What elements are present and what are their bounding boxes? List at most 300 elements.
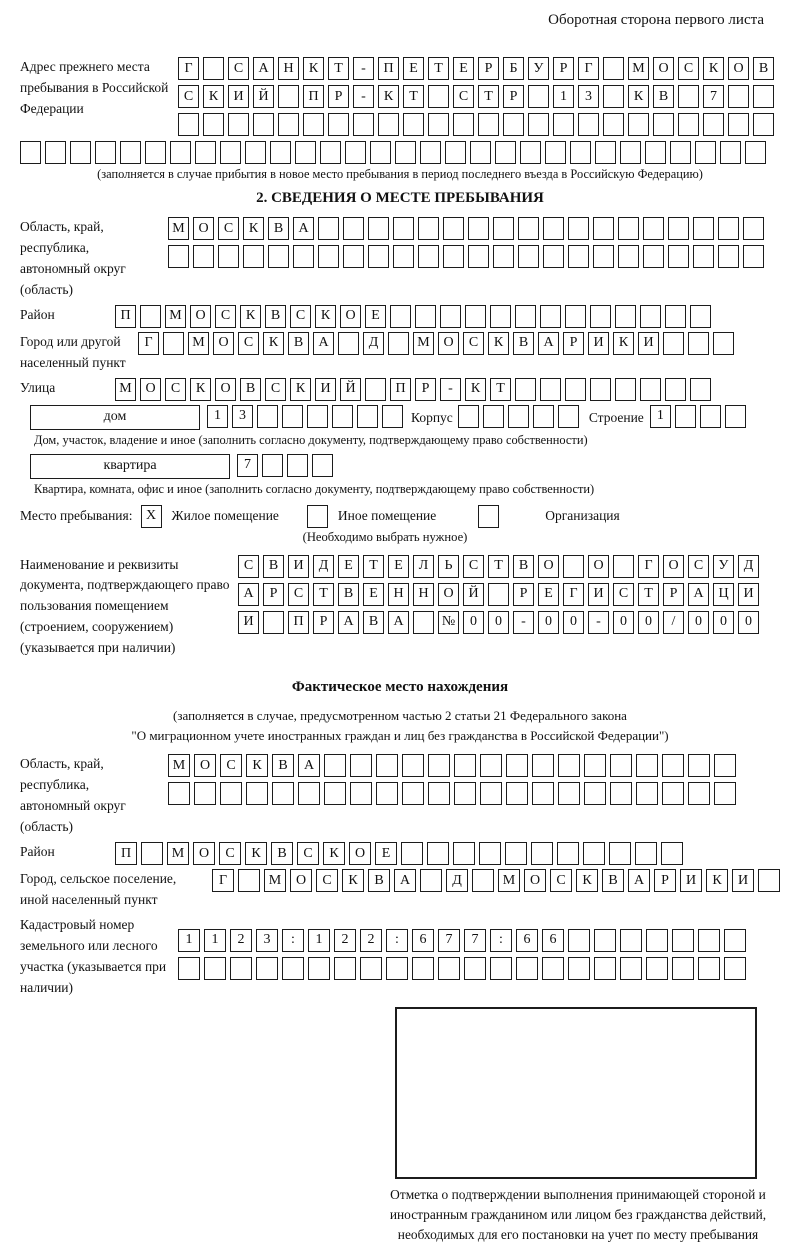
char-cell[interactable]: А (338, 611, 359, 634)
char-cell[interactable] (590, 378, 611, 401)
char-cell[interactable] (203, 113, 224, 136)
char-cell[interactable] (515, 305, 536, 328)
char-cell[interactable]: 0 (613, 611, 634, 634)
char-cell[interactable]: Р (513, 583, 534, 606)
char-cell[interactable]: Ц (713, 583, 734, 606)
char-cell[interactable]: К (488, 332, 509, 355)
char-cell[interactable] (332, 405, 353, 428)
char-cell[interactable] (506, 782, 528, 805)
char-cell[interactable]: И (638, 332, 659, 355)
char-cell[interactable] (553, 113, 574, 136)
char-cell[interactable]: К (465, 378, 486, 401)
char-cell[interactable] (646, 929, 668, 952)
char-cell[interactable] (728, 113, 749, 136)
char-cell[interactable] (256, 957, 278, 980)
char-cell[interactable] (518, 245, 539, 268)
char-cell[interactable] (635, 842, 657, 865)
char-cell[interactable]: Й (463, 583, 484, 606)
char-cell[interactable] (690, 305, 711, 328)
char-cell[interactable] (493, 217, 514, 240)
char-cell[interactable]: 6 (516, 929, 538, 952)
char-cell[interactable] (268, 245, 289, 268)
char-cell[interactable] (418, 217, 439, 240)
char-cell[interactable]: Т (403, 85, 424, 108)
char-cell[interactable] (324, 782, 346, 805)
char-cell[interactable]: П (378, 57, 399, 80)
char-cell[interactable]: В (271, 842, 293, 865)
char-cell[interactable]: 7 (703, 85, 724, 108)
char-cell[interactable]: 2 (230, 929, 252, 952)
apartment-type-box[interactable]: квартира (30, 454, 230, 479)
char-cell[interactable] (542, 957, 564, 980)
char-cell[interactable] (532, 782, 554, 805)
char-cell[interactable] (728, 85, 749, 108)
char-cell[interactable]: А (688, 583, 709, 606)
char-cell[interactable]: Р (663, 583, 684, 606)
char-cell[interactable]: О (653, 57, 674, 80)
char-cell[interactable] (220, 782, 242, 805)
char-cell[interactable] (428, 85, 449, 108)
char-cell[interactable]: 1 (178, 929, 200, 952)
char-cell[interactable] (293, 245, 314, 268)
char-cell[interactable] (695, 141, 716, 164)
char-cell[interactable] (368, 217, 389, 240)
char-cell[interactable]: О (538, 555, 559, 578)
char-cell[interactable] (178, 113, 199, 136)
char-cell[interactable]: В (513, 332, 534, 355)
char-cell[interactable] (703, 113, 724, 136)
char-cell[interactable]: Р (415, 378, 436, 401)
char-cell[interactable]: 6 (542, 929, 564, 952)
char-cell[interactable]: : (282, 929, 304, 952)
char-cell[interactable] (720, 141, 741, 164)
char-cell[interactable]: П (288, 611, 309, 634)
char-cell[interactable]: 1 (308, 929, 330, 952)
char-cell[interactable] (743, 245, 764, 268)
char-cell[interactable] (594, 929, 616, 952)
char-cell[interactable] (178, 957, 200, 980)
char-cell[interactable] (758, 869, 780, 892)
char-cell[interactable] (700, 405, 721, 428)
char-cell[interactable]: 1 (207, 405, 228, 428)
char-cell[interactable] (578, 113, 599, 136)
char-cell[interactable] (382, 405, 403, 428)
char-cell[interactable] (453, 113, 474, 136)
char-cell[interactable]: К (315, 305, 336, 328)
char-cell[interactable] (168, 245, 189, 268)
char-cell[interactable] (343, 245, 364, 268)
char-cell[interactable] (610, 782, 632, 805)
char-cell[interactable]: К (190, 378, 211, 401)
char-cell[interactable]: М (413, 332, 434, 355)
char-cell[interactable] (557, 842, 579, 865)
char-cell[interactable]: С (453, 85, 474, 108)
char-cell[interactable]: В (363, 611, 384, 634)
char-cell[interactable] (453, 842, 475, 865)
char-cell[interactable]: Н (278, 57, 299, 80)
char-cell[interactable] (393, 245, 414, 268)
char-cell[interactable] (693, 217, 714, 240)
char-cell[interactable]: В (753, 57, 774, 80)
char-cell[interactable] (253, 113, 274, 136)
char-cell[interactable] (640, 378, 661, 401)
char-cell[interactable]: П (115, 842, 137, 865)
char-cell[interactable] (563, 555, 584, 578)
char-cell[interactable]: И (732, 869, 754, 892)
char-cell[interactable] (365, 378, 386, 401)
char-cell[interactable]: К (290, 378, 311, 401)
char-cell[interactable]: Т (328, 57, 349, 80)
char-cell[interactable] (303, 113, 324, 136)
char-cell[interactable]: В (263, 555, 284, 578)
char-cell[interactable]: О (215, 378, 236, 401)
checkbox-residential[interactable]: X (141, 505, 162, 528)
char-cell[interactable] (520, 141, 541, 164)
char-cell[interactable]: А (313, 332, 334, 355)
char-cell[interactable]: - (440, 378, 461, 401)
char-cell[interactable] (483, 405, 504, 428)
char-cell[interactable] (646, 957, 668, 980)
char-cell[interactable] (472, 869, 494, 892)
char-cell[interactable]: Й (253, 85, 274, 108)
char-cell[interactable] (368, 245, 389, 268)
char-cell[interactable]: В (265, 305, 286, 328)
char-cell[interactable]: 0 (688, 611, 709, 634)
char-cell[interactable]: 7 (237, 454, 258, 477)
char-cell[interactable]: 0 (463, 611, 484, 634)
char-cell[interactable] (454, 754, 476, 777)
char-cell[interactable] (427, 842, 449, 865)
char-cell[interactable] (228, 113, 249, 136)
char-cell[interactable]: Е (375, 842, 397, 865)
char-cell[interactable] (193, 245, 214, 268)
char-cell[interactable]: О (213, 332, 234, 355)
char-cell[interactable] (713, 332, 734, 355)
char-cell[interactable] (428, 113, 449, 136)
char-cell[interactable] (45, 141, 66, 164)
char-cell[interactable] (468, 217, 489, 240)
char-cell[interactable] (545, 141, 566, 164)
char-cell[interactable] (603, 113, 624, 136)
char-cell[interactable]: И (588, 583, 609, 606)
char-cell[interactable] (613, 555, 634, 578)
char-cell[interactable]: К (323, 842, 345, 865)
char-cell[interactable] (454, 782, 476, 805)
char-cell[interactable] (402, 754, 424, 777)
char-cell[interactable] (480, 754, 502, 777)
char-cell[interactable]: И (315, 378, 336, 401)
char-cell[interactable] (272, 782, 294, 805)
char-cell[interactable]: В (268, 217, 289, 240)
char-cell[interactable]: А (388, 611, 409, 634)
char-cell[interactable] (693, 245, 714, 268)
char-cell[interactable]: 0 (563, 611, 584, 634)
char-cell[interactable]: 2 (334, 929, 356, 952)
char-cell[interactable] (543, 245, 564, 268)
char-cell[interactable] (620, 929, 642, 952)
char-cell[interactable]: - (588, 611, 609, 634)
char-cell[interactable]: 1 (553, 85, 574, 108)
char-cell[interactable] (318, 217, 339, 240)
char-cell[interactable] (120, 141, 141, 164)
char-cell[interactable] (570, 141, 591, 164)
char-cell[interactable]: С (297, 842, 319, 865)
char-cell[interactable] (204, 957, 226, 980)
char-cell[interactable]: М (168, 217, 189, 240)
char-cell[interactable]: Г (138, 332, 159, 355)
char-cell[interactable]: А (628, 869, 650, 892)
char-cell[interactable] (558, 405, 579, 428)
char-cell[interactable]: 1 (204, 929, 226, 952)
char-cell[interactable]: Е (365, 305, 386, 328)
char-cell[interactable] (615, 378, 636, 401)
char-cell[interactable]: С (218, 217, 239, 240)
char-cell[interactable] (413, 611, 434, 634)
char-cell[interactable]: О (140, 378, 161, 401)
char-cell[interactable] (690, 378, 711, 401)
char-cell[interactable]: 2 (360, 929, 382, 952)
char-cell[interactable] (636, 754, 658, 777)
char-cell[interactable] (636, 782, 658, 805)
char-cell[interactable] (528, 85, 549, 108)
char-cell[interactable]: В (288, 332, 309, 355)
char-cell[interactable]: С (238, 555, 259, 578)
char-cell[interactable] (620, 957, 642, 980)
checkbox-organization[interactable] (478, 505, 499, 528)
char-cell[interactable]: Г (563, 583, 584, 606)
char-cell[interactable] (357, 405, 378, 428)
char-cell[interactable] (745, 141, 766, 164)
char-cell[interactable] (324, 754, 346, 777)
char-cell[interactable] (420, 141, 441, 164)
char-cell[interactable]: С (316, 869, 338, 892)
char-cell[interactable] (220, 141, 241, 164)
char-cell[interactable] (378, 113, 399, 136)
char-cell[interactable]: 0 (488, 611, 509, 634)
char-cell[interactable]: М (165, 305, 186, 328)
char-cell[interactable] (628, 113, 649, 136)
char-cell[interactable] (270, 141, 291, 164)
char-cell[interactable] (343, 217, 364, 240)
char-cell[interactable]: У (528, 57, 549, 80)
char-cell[interactable]: Г (638, 555, 659, 578)
char-cell[interactable]: И (738, 583, 759, 606)
char-cell[interactable] (478, 113, 499, 136)
char-cell[interactable] (506, 754, 528, 777)
char-cell[interactable]: О (438, 583, 459, 606)
char-cell[interactable] (458, 405, 479, 428)
char-cell[interactable]: № (438, 611, 459, 634)
char-cell[interactable] (338, 332, 359, 355)
char-cell[interactable] (353, 113, 374, 136)
char-cell[interactable] (714, 754, 736, 777)
char-cell[interactable] (360, 957, 382, 980)
char-cell[interactable] (495, 141, 516, 164)
char-cell[interactable] (376, 754, 398, 777)
char-cell[interactable] (565, 305, 586, 328)
char-cell[interactable] (603, 85, 624, 108)
char-cell[interactable]: К (243, 217, 264, 240)
char-cell[interactable]: Р (503, 85, 524, 108)
char-cell[interactable] (298, 782, 320, 805)
char-cell[interactable] (603, 57, 624, 80)
char-cell[interactable] (194, 782, 216, 805)
char-cell[interactable]: Н (413, 583, 434, 606)
char-cell[interactable]: М (188, 332, 209, 355)
char-cell[interactable]: 0 (538, 611, 559, 634)
char-cell[interactable]: К (245, 842, 267, 865)
char-cell[interactable]: - (353, 57, 374, 80)
char-cell[interactable]: Р (553, 57, 574, 80)
char-cell[interactable] (540, 305, 561, 328)
char-cell[interactable] (593, 217, 614, 240)
char-cell[interactable] (468, 245, 489, 268)
char-cell[interactable] (533, 405, 554, 428)
char-cell[interactable]: В (338, 583, 359, 606)
char-cell[interactable] (428, 782, 450, 805)
char-cell[interactable]: Т (313, 583, 334, 606)
char-cell[interactable]: 0 (713, 611, 734, 634)
char-cell[interactable]: О (190, 305, 211, 328)
char-cell[interactable]: К (576, 869, 598, 892)
char-cell[interactable] (543, 217, 564, 240)
char-cell[interactable] (643, 245, 664, 268)
char-cell[interactable] (488, 583, 509, 606)
char-cell[interactable]: В (240, 378, 261, 401)
char-cell[interactable]: Б (503, 57, 524, 80)
char-cell[interactable] (568, 957, 590, 980)
char-cell[interactable]: С (463, 332, 484, 355)
char-cell[interactable] (725, 405, 746, 428)
char-cell[interactable]: В (653, 85, 674, 108)
char-cell[interactable] (540, 378, 561, 401)
char-cell[interactable] (698, 929, 720, 952)
char-cell[interactable] (516, 957, 538, 980)
char-cell[interactable]: О (193, 217, 214, 240)
char-cell[interactable]: Н (388, 583, 409, 606)
char-cell[interactable] (678, 113, 699, 136)
char-cell[interactable]: О (349, 842, 371, 865)
char-cell[interactable] (532, 754, 554, 777)
char-cell[interactable] (594, 957, 616, 980)
char-cell[interactable] (490, 305, 511, 328)
char-cell[interactable] (558, 754, 580, 777)
char-cell[interactable]: М (628, 57, 649, 80)
char-cell[interactable] (584, 782, 606, 805)
char-cell[interactable]: П (390, 378, 411, 401)
char-cell[interactable] (145, 141, 166, 164)
char-cell[interactable] (665, 378, 686, 401)
char-cell[interactable]: С (463, 555, 484, 578)
char-cell[interactable] (505, 842, 527, 865)
char-cell[interactable] (282, 405, 303, 428)
char-cell[interactable] (609, 842, 631, 865)
char-cell[interactable]: Т (488, 555, 509, 578)
char-cell[interactable]: К (628, 85, 649, 108)
char-cell[interactable]: Д (363, 332, 384, 355)
char-cell[interactable]: И (680, 869, 702, 892)
char-cell[interactable]: С (178, 85, 199, 108)
char-cell[interactable] (568, 217, 589, 240)
char-cell[interactable] (465, 305, 486, 328)
char-cell[interactable]: С (228, 57, 249, 80)
char-cell[interactable] (20, 141, 41, 164)
char-cell[interactable]: О (588, 555, 609, 578)
char-cell[interactable] (668, 245, 689, 268)
char-cell[interactable]: М (498, 869, 520, 892)
char-cell[interactable] (668, 217, 689, 240)
char-cell[interactable] (320, 141, 341, 164)
char-cell[interactable]: Т (478, 85, 499, 108)
char-cell[interactable]: Т (428, 57, 449, 80)
char-cell[interactable]: Р (328, 85, 349, 108)
char-cell[interactable] (312, 454, 333, 477)
char-cell[interactable]: С (688, 555, 709, 578)
char-cell[interactable] (395, 141, 416, 164)
char-cell[interactable]: 6 (412, 929, 434, 952)
char-cell[interactable] (318, 245, 339, 268)
char-cell[interactable] (403, 113, 424, 136)
char-cell[interactable] (418, 245, 439, 268)
char-cell[interactable] (170, 141, 191, 164)
char-cell[interactable]: : (386, 929, 408, 952)
char-cell[interactable]: О (663, 555, 684, 578)
char-cell[interactable]: К (703, 57, 724, 80)
char-cell[interactable] (743, 217, 764, 240)
char-cell[interactable] (661, 842, 683, 865)
char-cell[interactable] (678, 85, 699, 108)
char-cell[interactable] (328, 113, 349, 136)
char-cell[interactable] (350, 754, 372, 777)
char-cell[interactable]: Р (654, 869, 676, 892)
char-cell[interactable] (593, 245, 614, 268)
char-cell[interactable]: К (203, 85, 224, 108)
char-cell[interactable]: К (342, 869, 364, 892)
char-cell[interactable] (528, 113, 549, 136)
char-cell[interactable]: 0 (738, 611, 759, 634)
char-cell[interactable] (618, 217, 639, 240)
char-cell[interactable] (282, 957, 304, 980)
char-cell[interactable] (665, 305, 686, 328)
char-cell[interactable]: Е (363, 583, 384, 606)
char-cell[interactable]: Л (413, 555, 434, 578)
char-cell[interactable] (141, 842, 163, 865)
char-cell[interactable]: М (264, 869, 286, 892)
char-cell[interactable]: С (238, 332, 259, 355)
char-cell[interactable] (662, 782, 684, 805)
char-cell[interactable] (620, 141, 641, 164)
char-cell[interactable] (230, 957, 252, 980)
char-cell[interactable] (675, 405, 696, 428)
char-cell[interactable]: Г (578, 57, 599, 80)
char-cell[interactable]: К (303, 57, 324, 80)
char-cell[interactable] (415, 305, 436, 328)
char-cell[interactable]: И (288, 555, 309, 578)
char-cell[interactable]: С (613, 583, 634, 606)
checkbox-other-premises[interactable] (307, 505, 328, 528)
char-cell[interactable]: А (394, 869, 416, 892)
char-cell[interactable] (440, 305, 461, 328)
char-cell[interactable]: И (588, 332, 609, 355)
char-cell[interactable] (584, 754, 606, 777)
char-cell[interactable]: Е (338, 555, 359, 578)
char-cell[interactable]: О (340, 305, 361, 328)
char-cell[interactable] (195, 141, 216, 164)
char-cell[interactable]: К (378, 85, 399, 108)
char-cell[interactable] (643, 217, 664, 240)
char-cell[interactable]: О (194, 754, 216, 777)
char-cell[interactable]: К (246, 754, 268, 777)
